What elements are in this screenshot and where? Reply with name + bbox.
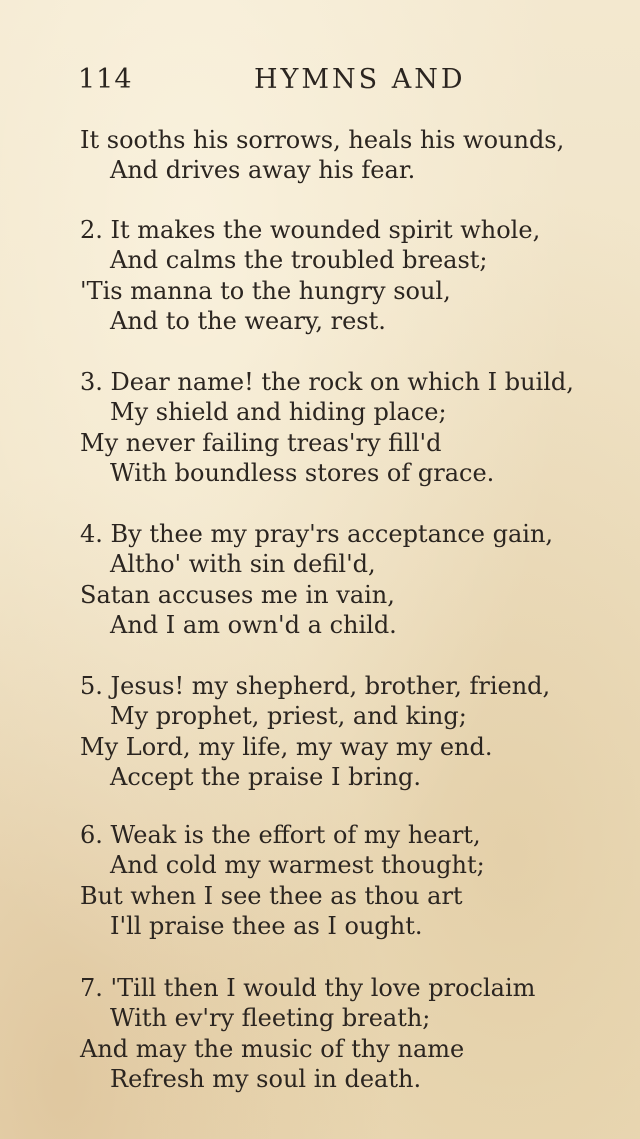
verse-line: 2. It makes the wounded spirit whole, — [80, 216, 541, 244]
verse-line: With boundless stores of grace. — [110, 458, 495, 487]
verse-line: 3. Dear name! the rock on which I build, — [80, 368, 574, 396]
verse-line: My never failing treas'ry fill'd — [80, 428, 442, 457]
verse-line: Refresh my soul in death. — [110, 1064, 422, 1093]
verse-line: And drives away his fear. — [110, 156, 416, 185]
page-number: 114 — [78, 64, 133, 95]
running-head: HYMNS AND — [254, 64, 466, 95]
verse-number: 4. — [80, 520, 103, 548]
verse-line: Altho' with sin defil'd, — [110, 550, 376, 579]
verse-line: And may the music of thy name — [80, 1034, 465, 1063]
verse-2 — [0, 215, 640, 336]
verse-line: And to the weary, rest. — [110, 306, 386, 335]
verse-line: Accept the praise I bring. — [110, 762, 422, 791]
verse-line: 5. Jesus! my shepherd, brother, friend, — [80, 672, 551, 700]
verse-6 — [0, 820, 640, 941]
verse-number: 2. — [80, 216, 103, 244]
verse-line: I'll praise thee as I ought. — [110, 911, 423, 940]
verse-7 — [0, 973, 640, 1094]
verse-line: 4. By thee my pray'rs acceptance gain, — [80, 520, 554, 548]
verse-line: And I am own'd a child. — [110, 610, 397, 639]
verse-line: But when I see thee as thou art — [80, 881, 463, 910]
verse-3 — [0, 367, 640, 488]
page-header — [78, 64, 600, 100]
verse-line: My shield and hiding place; — [110, 398, 447, 427]
verse-line: And cold my warmest thought; — [110, 851, 485, 880]
verse-number: 5. — [80, 672, 103, 700]
verse-4 — [0, 519, 640, 640]
verse-line: Satan accuses me in vain, — [80, 580, 395, 609]
verse-line: 7. 'Till then I would thy love proclaim — [80, 974, 536, 1002]
verse-number: 7. — [80, 974, 103, 1002]
verse-continuation — [0, 125, 640, 186]
verse-5 — [0, 671, 640, 792]
verse-line: And calms the troubled breast; — [110, 246, 488, 275]
verse-line: My prophet, priest, and king; — [110, 702, 467, 731]
verse-line: It sooths his sorrows, heals his wounds, — [80, 126, 565, 154]
verse-line: With ev'ry fleeting breath; — [110, 1004, 431, 1033]
verse-line: 'Tis manna to the hungry soul, — [80, 276, 451, 305]
verse-number: 6. — [80, 821, 103, 849]
verse-number: 3. — [80, 368, 103, 396]
verse-line: My Lord, my life, my way my end. — [80, 732, 493, 761]
verse-line: 6. Weak is the effort of my heart, — [80, 821, 481, 849]
